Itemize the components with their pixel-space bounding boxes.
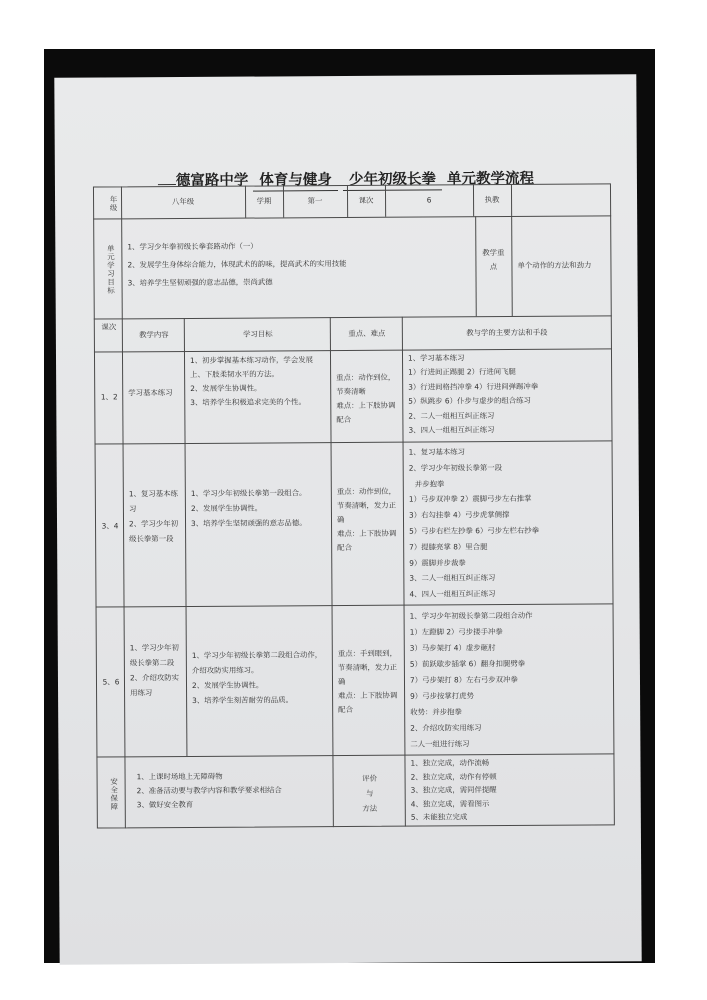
method-line: 二人一组进行练习	[410, 739, 470, 749]
method-line: 9）弓步按掌打虎势	[410, 691, 474, 701]
row-goals: 1、学习少年初级长拳第一段组合。 2、发展学生协调性。 3、培养学生坚韧顽强的意志品德。	[190, 488, 307, 528]
method-line: 1）弓步双冲拳 2）震脚弓步左右推掌	[408, 494, 532, 505]
row-keypoints: 重点：动作到位，节奏清晰 难点：上下肢协调配合	[336, 372, 396, 425]
method-line: 并步抱拳	[414, 479, 445, 489]
title-suffix: 单元教学流程	[446, 170, 535, 188]
method-line: 3）右勾挂拳 4）弓步虎掌侧撑	[408, 510, 510, 520]
method-line: 2、二人一组相互纠正练习	[408, 410, 495, 421]
term-value: 第一	[307, 196, 323, 206]
evaluation-list	[410, 755, 612, 824]
focus-value: 单个动作的方法和劲力	[517, 260, 592, 270]
grade-value: 八年级	[171, 196, 195, 207]
safety-list	[137, 769, 331, 812]
method-line: 1、复习基本练习	[408, 447, 466, 457]
goals-label: 单元学习目标	[106, 244, 116, 295]
row-goals: 1、学习少年初级长拳第二段组合动作，介绍攻防实用练习。 2、发展学生协调性。 3、培养学生刻苦耐劳的品质。	[191, 650, 323, 705]
goal-item: 2、发展学生身体综合能力，体现武术的韵味，提高武术的实用技能	[127, 259, 347, 270]
evaluation-item: 5、未能独立完成	[410, 812, 468, 822]
row-keypoints: 重点：手到眼到，节奏清晰，发力正确 难点：上下肢协调配合	[337, 648, 398, 715]
title-unit: 少年初级长拳	[343, 167, 442, 191]
method-line: 5）弓步右栏左抄拳 6）弓步左栏右抄拳	[409, 525, 540, 536]
row-content: 1、复习基本练习 2、学习少年初级长拳第一段	[128, 489, 179, 544]
evaluation-item: 1、独立完成，动作流畅	[410, 758, 490, 768]
column-header-methods: 教与学的主要方法和手段	[466, 327, 548, 338]
method-line: 2、学习少年初级长拳第一段	[408, 462, 503, 473]
grade-label: 年级	[109, 194, 119, 212]
method-line: 收势：并步抱拳	[410, 707, 462, 717]
method-line: 5）前跃歇步插掌 6）翻身扣腿劈拳	[409, 658, 526, 669]
column-header-goals: 学习目标	[243, 329, 273, 339]
safety-item: 2、准备活动要与教学内容和教学要求相结合	[136, 785, 282, 796]
method-line: 1、学习少年初级长拳第二段组合动作	[409, 610, 533, 621]
method-line: 7）弓步架打 8）左右弓步双冲拳	[409, 674, 518, 685]
evaluation-label: 评价 与 方法	[362, 773, 378, 813]
column-header-content: 教学内容	[139, 330, 169, 340]
title-subject: 体育与健身	[253, 168, 338, 192]
method-line: 9）震脚并步裁拳	[409, 557, 466, 568]
lessons-value: 6	[426, 195, 432, 205]
row-content: 1、学习少年初级长拳第二段 2、介绍攻防实用练习	[129, 643, 180, 698]
method-line: 7）提膝亮掌 8）里合腿	[409, 541, 488, 552]
method-line: 3）马步架打 4）虚步砸肘	[409, 643, 496, 653]
row-lesson: 5、6	[102, 677, 120, 687]
method-line: 1）行进间正踢腿 2）行进间飞腿	[408, 367, 516, 378]
term-label: 学期	[256, 196, 272, 206]
column-header-keypoints: 重点、难点	[348, 328, 386, 338]
lesson-table	[93, 183, 615, 828]
lessons-label: 课次	[358, 195, 374, 205]
row-methods	[410, 607, 613, 752]
focus-label: 教学重点	[482, 248, 505, 272]
teacher-label: 执教	[484, 195, 500, 205]
safety-item: 3、做好安全教育	[136, 799, 194, 810]
method-line: 1）左蹬脚 2）弓步搂手冲拳	[409, 627, 503, 637]
safety-label: 安全保障	[109, 777, 119, 812]
goal-item: 1、学习少年拳初级长拳套路动作（一）	[127, 241, 258, 252]
row-methods	[408, 350, 611, 438]
method-line: 4、四人一组相互纠正练习	[409, 589, 496, 599]
row-lesson: 3、4	[101, 521, 119, 531]
row-keypoints: 重点：动作到位，节奏清晰，发力正确 难点：上下肢协调配合	[336, 486, 397, 553]
method-line: 3）行进间格挡冲拳 4）行进间弹踢冲拳	[408, 381, 539, 392]
title-school: 德富路中学	[175, 172, 249, 190]
method-line: 1、学习基本练习	[407, 353, 465, 363]
document-page	[54, 74, 641, 965]
row-goals: 1、初步掌握基本练习动作，学会发展上、下肢柔韧水平的方法。 2、发展学生协调性。 3、培养学生积极追求完美的个性。	[189, 355, 314, 407]
method-line: 3、二人一组相互纠正练习	[409, 573, 496, 584]
evaluation-item: 2、独立完成，动作有停顿	[410, 771, 497, 782]
evaluation-item: 3、独立完成，需同伴提醒	[410, 785, 497, 795]
column-header-lesson: 课次	[101, 322, 117, 332]
row-content: 学习基本练习	[128, 388, 173, 398]
method-line: 5）纵跳步 6）仆步与虚步的组合练习	[408, 396, 531, 406]
goal-item: 3、培养学生坚韧顽强的意志品德，崇尚武德	[127, 277, 273, 288]
row-methods	[409, 443, 612, 602]
method-line: 3、四人一组相互纠正练习	[408, 425, 495, 435]
evaluation-item: 4、独立完成，需看图示	[410, 798, 490, 809]
row-lesson: 1、2	[100, 392, 118, 402]
goals-list	[127, 236, 471, 292]
safety-item: 1、上课时场地上无障碍物	[136, 771, 223, 782]
method-line: 2、介绍攻防实用练习	[410, 723, 482, 733]
